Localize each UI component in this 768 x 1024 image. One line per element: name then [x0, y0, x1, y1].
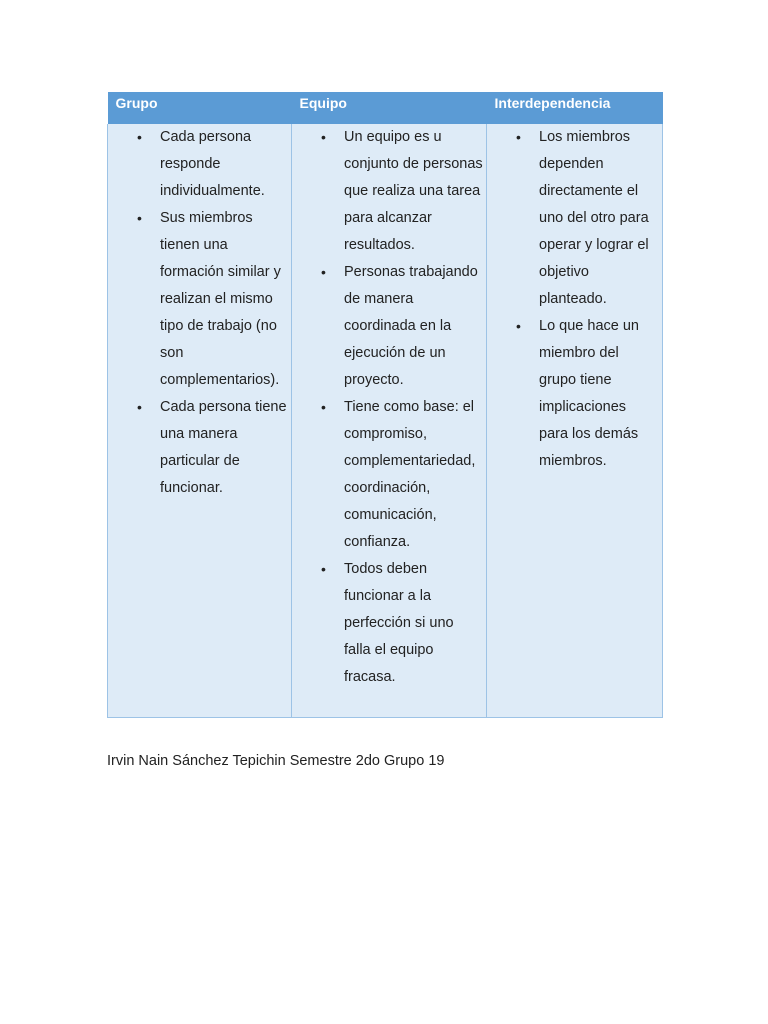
header-equipo: Equipo: [292, 92, 487, 124]
comparison-table: [107, 92, 663, 718]
header-interdependencia: Interdependencia: [487, 92, 663, 124]
list-item: • Tiene como base: el compromiso, complementariedad, coordinación, comunicación, confianza.: [344, 394, 484, 556]
cell-equipo: [292, 124, 487, 718]
list-item: • Todos deben funcionar a la perfección si uno falla el equipo fracasa.: [344, 556, 484, 691]
cell-interdependencia: [487, 124, 663, 718]
list-item: • Personas trabajando de manera coordinada en la ejecución de un proyecto.: [344, 259, 484, 394]
list-item: • Cada persona tiene una manera particular de funcionar.: [160, 394, 287, 502]
list-item: • Cada persona responde individualmente.: [160, 124, 287, 205]
table-header-row: [108, 92, 663, 124]
list-item: • Sus miembros tienen una formación similar y realizan el mismo tipo de trabajo (no son complementarios).: [160, 205, 287, 394]
list-item: • Los miembros dependen directamente el uno del otro para operar y lograr el objetivo planteado.: [539, 124, 658, 313]
equipo-list: [292, 124, 486, 691]
list-item: • Un equipo es u conjunto de personas que realiza una tarea para alcanzar resultados.: [344, 124, 484, 259]
table-row: [108, 124, 663, 718]
header-grupo: Grupo: [108, 92, 292, 124]
cell-grupo: [108, 124, 292, 718]
list-item: • Lo que hace un miembro del grupo tiene implicaciones para los demás miembros.: [539, 313, 658, 475]
author-line: Irvin Nain Sánchez Tepichin Semestre 2do Grupo 19: [107, 753, 445, 769]
grupo-list: [108, 124, 291, 502]
interdependencia-list: [487, 124, 662, 475]
